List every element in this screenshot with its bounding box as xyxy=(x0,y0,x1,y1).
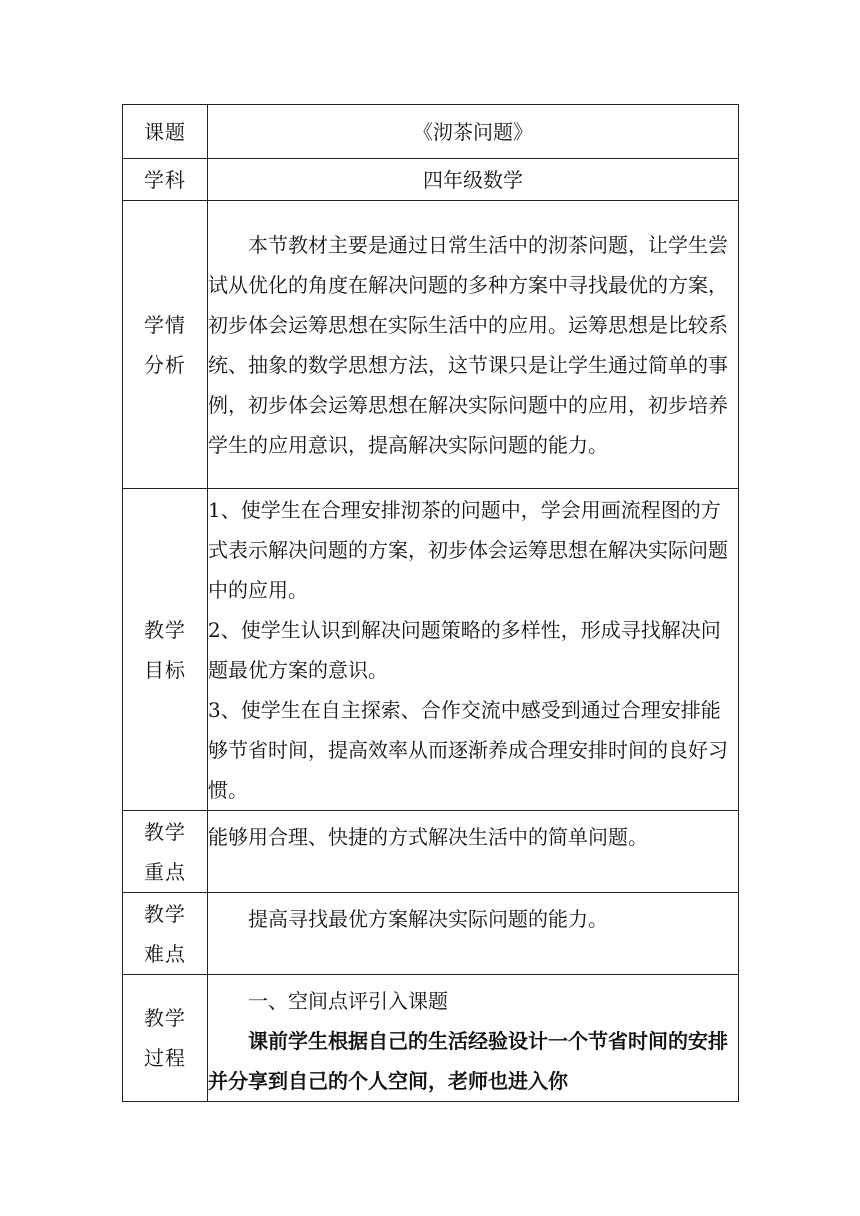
subject-value: 四年级数学 xyxy=(208,159,739,201)
analysis-label xyxy=(123,201,208,489)
title-value: 《沏茶问题》 xyxy=(208,105,739,159)
goals-content xyxy=(208,489,739,811)
process-text: 课前学生根据自己的生活经验设计一个节省时间的安排并分享到自己的个人空间，老师也进入你 xyxy=(208,1029,728,1093)
process-section-heading: 一、空间点评引入课题 xyxy=(248,989,448,1013)
row-title xyxy=(123,105,739,159)
goal-item-1: 1、使学生在合理安排沏茶的问题中，学会用画流程图的方式表示解决问题的方案，初步体会运筹思想在解决实际问题中的应用。 xyxy=(208,497,728,602)
process-content xyxy=(208,975,739,1102)
key-points-label-line2: 重点 xyxy=(144,859,186,884)
key-points-label xyxy=(123,811,208,893)
analysis-text: 本节教材主要是通过日常生活中的沏茶问题，让学生尝试从优化的角度在解决问题的多种方案中寻找最优的方案，初步体会运筹思想在实际生活中的应用。运筹思想是比较系统、抽象的数学思想方法，这节课只是让学生通过简单的事例，初步体会运筹思想在解决实际问题中的应用，初步培养学生的应用意识，提高解决实际问题的能力。 xyxy=(208,232,728,457)
analysis-content xyxy=(208,201,739,489)
title-label: 课题 xyxy=(123,105,208,159)
goals-label-line1: 教学 xyxy=(144,617,186,642)
key-points-text: 能够用合理、快捷的方式解决生活中的简单问题。 xyxy=(208,825,648,849)
row-subject xyxy=(123,159,739,201)
analysis-label-line2: 分析 xyxy=(144,352,186,377)
process-label-line2: 过程 xyxy=(144,1046,186,1070)
row-difficulties xyxy=(123,893,739,975)
row-process xyxy=(123,975,739,1102)
goal-item-2: 2、使学生认识到解决问题策略的多样性，形成寻找解决问题最优方案的意识。 xyxy=(208,617,721,682)
difficulties-text: 提高寻找最优方案解决实际问题的能力。 xyxy=(248,907,608,931)
row-key-points xyxy=(123,811,739,893)
process-label xyxy=(123,975,208,1102)
goal-item-3: 3、使学生在自主探索、合作交流中感受到通过合理安排能够节省时间，提高效率从而逐渐养成合理安排时间的良好习惯。 xyxy=(208,697,728,802)
goals-label-line2: 目标 xyxy=(144,657,186,682)
lesson-plan-table xyxy=(122,104,739,1102)
difficulties-label xyxy=(123,893,208,975)
process-label-line1: 教学 xyxy=(144,1006,186,1030)
difficulties-label-line1: 教学 xyxy=(144,901,186,926)
key-points-label-line1: 教学 xyxy=(144,819,186,844)
row-analysis xyxy=(123,201,739,489)
row-goals xyxy=(123,489,739,811)
goals-label xyxy=(123,489,208,811)
key-points-content xyxy=(208,811,739,893)
difficulties-label-line2: 难点 xyxy=(144,941,186,966)
difficulties-content xyxy=(208,893,739,975)
analysis-label-line1: 学情 xyxy=(144,312,186,337)
subject-label: 学科 xyxy=(123,159,208,201)
